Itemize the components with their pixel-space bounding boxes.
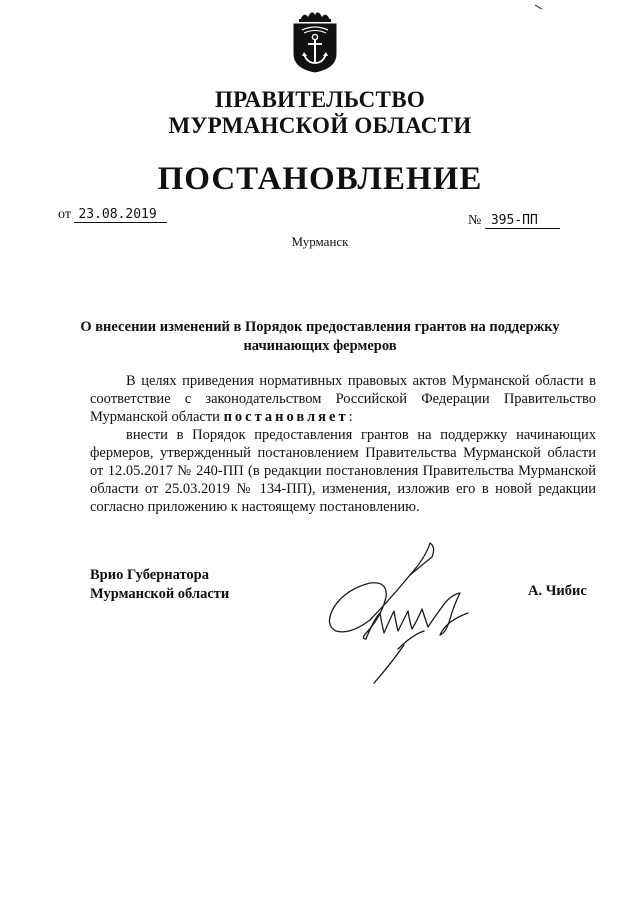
body-paragraph-2: внести в Порядок предоставления грантов на поддержку начинающих фермеров, утвержденный постановлением Правительства Мурманской области от 12.05.2017 № 240-ПП (в редакции постановления Правительства Мурманской области от 25.03.2019 № 134-ПП), изменения, изложив его в новой редакции согласно приложению к настоящему постановлению.	[90, 427, 596, 515]
city: Мурманск	[291, 234, 349, 249]
body-paragraph-1-text: В целях приведения нормативных правовых актов Мурманской области в соответствие с законодательством Российской Федерации Правительство Мурманской области	[90, 373, 596, 425]
document-subject: О внесении изменений в Порядок предоставления грантов на поддержку начинающих фермеров	[80, 319, 560, 354]
document-date: 23.08.2019	[74, 207, 166, 223]
signer-name: А. Чибис	[528, 583, 587, 599]
number-row	[468, 212, 560, 230]
coat-of-arms-icon	[288, 8, 342, 74]
date-row	[58, 206, 167, 224]
date-prefix: от	[58, 207, 71, 222]
document-body	[90, 372, 596, 516]
document-type: ПОСТАНОВЛЕНИЕ	[157, 161, 483, 197]
government-title-line1: ПРАВИТЕЛЬСТВО	[214, 87, 426, 112]
body-paragraph-1	[90, 372, 596, 426]
resolves-word: постановляет	[223, 409, 349, 425]
scan-mark-icon	[534, 4, 544, 10]
signer-position-line2: Мурманской области	[90, 586, 230, 602]
government-title-line2: МУРМАНСКОЙ ОБЛАСТИ	[168, 113, 472, 138]
signer-position	[90, 566, 229, 604]
signer-position-line1: Врио Губернатора	[90, 567, 209, 583]
number-prefix: №	[468, 213, 482, 228]
handwritten-signature-icon	[300, 535, 480, 690]
resolves-colon: :	[348, 409, 353, 425]
document-number: 395-ПП	[485, 213, 560, 229]
